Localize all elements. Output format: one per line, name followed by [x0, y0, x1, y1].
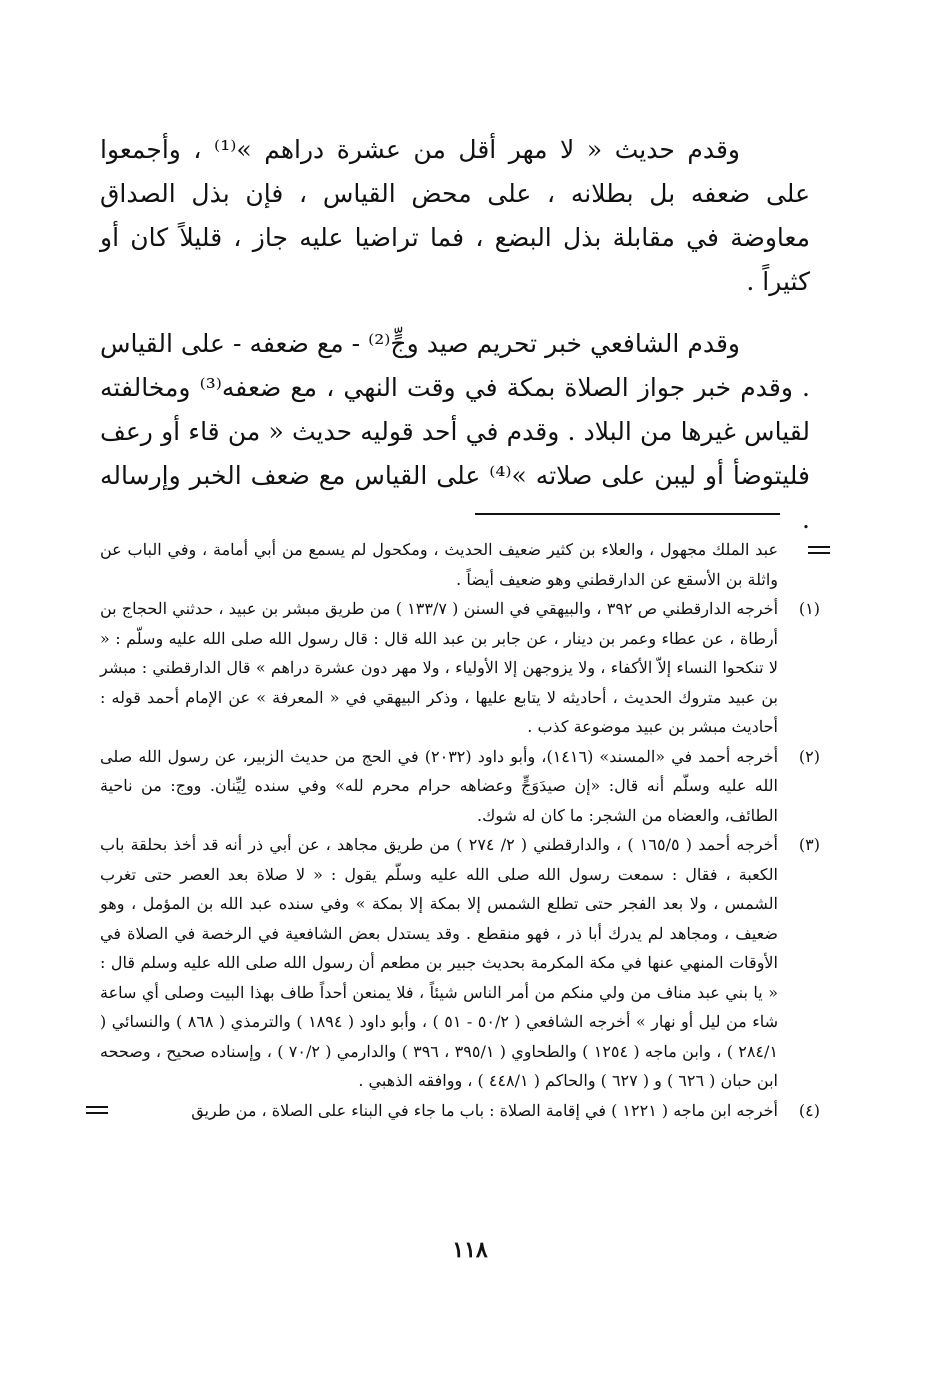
- footnote-number: (٣): [798, 835, 820, 854]
- footnotes: [100, 535, 820, 1125]
- paragraph-2: وقدم الشافعي خبر تحريم صيد وجٍّ⁽²⁾ - مع ضعفه - على القياس . وقدم خبر جواز الصلاة بمكة في وقت النهي ، مع ضعفه⁽³⁾ ومخالفته لقياس غيرها من البلاد . وقدم في أحد قوليه حديث « من قاء أو رعف فليتوضأ أو ليبن على صلاته »⁽⁴⁾ على القياس مع ضعف الخبر وإرساله .: [100, 329, 810, 534]
- footnote-continuation: [100, 535, 820, 594]
- main-text: [100, 128, 810, 542]
- footnote-text: أخرجه ابن ماجه ( ١٢٢١ ) في إقامة الصلاة : باب ما جاء في البناء على الصلاة ، من طريق: [191, 1100, 778, 1120]
- footnote-1: [100, 594, 820, 742]
- footnote-number: (٤): [798, 1100, 820, 1120]
- continues-next-page-icon: [86, 1103, 108, 1117]
- footnote-2: [100, 742, 820, 831]
- paragraph-1: وقدم حديث « لا مهر أقل من عشرة دراهم »⁽¹⁾ ، وأجمعوا على ضعفه بل بطلانه ، على محض القياس ، فإن بذل الصداق معاوضة في مقابلة بذل البضع ، فما تراضيا عليه جاز ، قليلاً كان أو كثيراً .: [100, 135, 810, 296]
- page-number: ١١٨: [452, 1237, 488, 1263]
- footnote-continuation-text: عبد الملك مجهول ، والعلاء بن كثير ضعيف الحديث ، ومكحول لم يسمع من أبي أمامة ، وفي الباب عن واثلة بن الأسقع عن الدارقطني وهو ضعيف أيضاً .: [100, 540, 778, 589]
- footnote-text: أخرجه الدارقطني ص ٣٩٢ ، والبيهقي في السنن ( ١٣٣/٧ ) من طريق مبشر بن عبيد ، حدثني الحجاج بن أرطاة ، عن عطاء وعمر بن دينار ، عن جابر بن عبد الله قال : قال رسول الله صلى الله عليه وسلّم : « لا تنكحوا النساء إلاّ الأكفاء ، ولا يزوجهن إلا الأولياء ، ولا مهر دون عشرة دراهم » قال الدارقطني : مبشر بن عبيد متروك الحديث ، أحاديثه لا يتابع عليها ، وذكر البيهقي في « المعرفة » عن الإمام أحمد قوله : أحاديث مبشر بن عبيد موضوعة كذب .: [100, 599, 779, 736]
- footnote-text: أخرجه أحمد ( ١٦٥/٥ ) ، والدارقطني ( ٢/ ٢٧٤ ) من طريق مجاهد ، عن أبي ذر أنه قد أخذ بحلقة باب الكعبة ، فقال : سمعت رسول الله صلى الله عليه وسلّم يقول : « لا صلاة بعد العصر حتى تغرب الشمس ، ولا بعد الفجر حتى تطلع الشمس إلا بمكة إلا بمكة » وفي سنده عبد الله بن المؤمل ، وهو ضعيف ، ومجاهد لم يدرك أبا ذر ، فهو منقطع . وقد يستدل بعض الشافعية في الرخصة في الصلاة في الأوقات المنهي عنها في مكة المكرمة بحديث جبير بن مطعم أن رسول الله صلى الله عليه وسلم قال : « يا بني عبد مناف من ولي منكم من أمر الناس شيئاً ، فلا يمنعن أحداً طاف بهذا البيت وصلى أي ساعة شاء من ليل أو نهار » أخرجه الشافعي ( ٥٠/٢ - ٥١ ) ، وأبو داود ( ١٨٩٤ ) والترمذي ( ٨٦٨ ) والنسائي ( ٢٨٤/١ ) ، وابن ماجه ( ١٢٥٤ ) والطحاوي ( ٣٩٥/١ ، ٣٩٦ ) والدارمي ( ٧٠/٢ ) ، وإسناده صحيح ، وصححه ابن حبان ( ٦٢٦ ) و ( ٦٢٧ ) والحاكم ( ٤٤٨/١ ) ، ووافقه الذهبي .: [100, 835, 779, 1090]
- footnote-separator: [475, 513, 780, 515]
- footnote-number: (١): [798, 599, 820, 618]
- footnote-number: (٢): [798, 746, 820, 766]
- footnote-4: [100, 1096, 820, 1126]
- footnote-text: أخرجه أحمد في «المسند» (١٤١٦)، وأبو داود (٢٠٣٢) في الحج من حديث الزبير، عن رسول الله صلى الله عليه وسلّم أنه قال: «إن صيدَوَجٍّ وعضاهه حرام محرم لله» وفي سنده لِيِّنان. ووج: من ناحية الطائف، والعضاه من الشجر: ما كان له شوك.: [100, 746, 779, 825]
- footnote-3: [100, 830, 820, 1096]
- continuation-mark-icon: [808, 543, 830, 557]
